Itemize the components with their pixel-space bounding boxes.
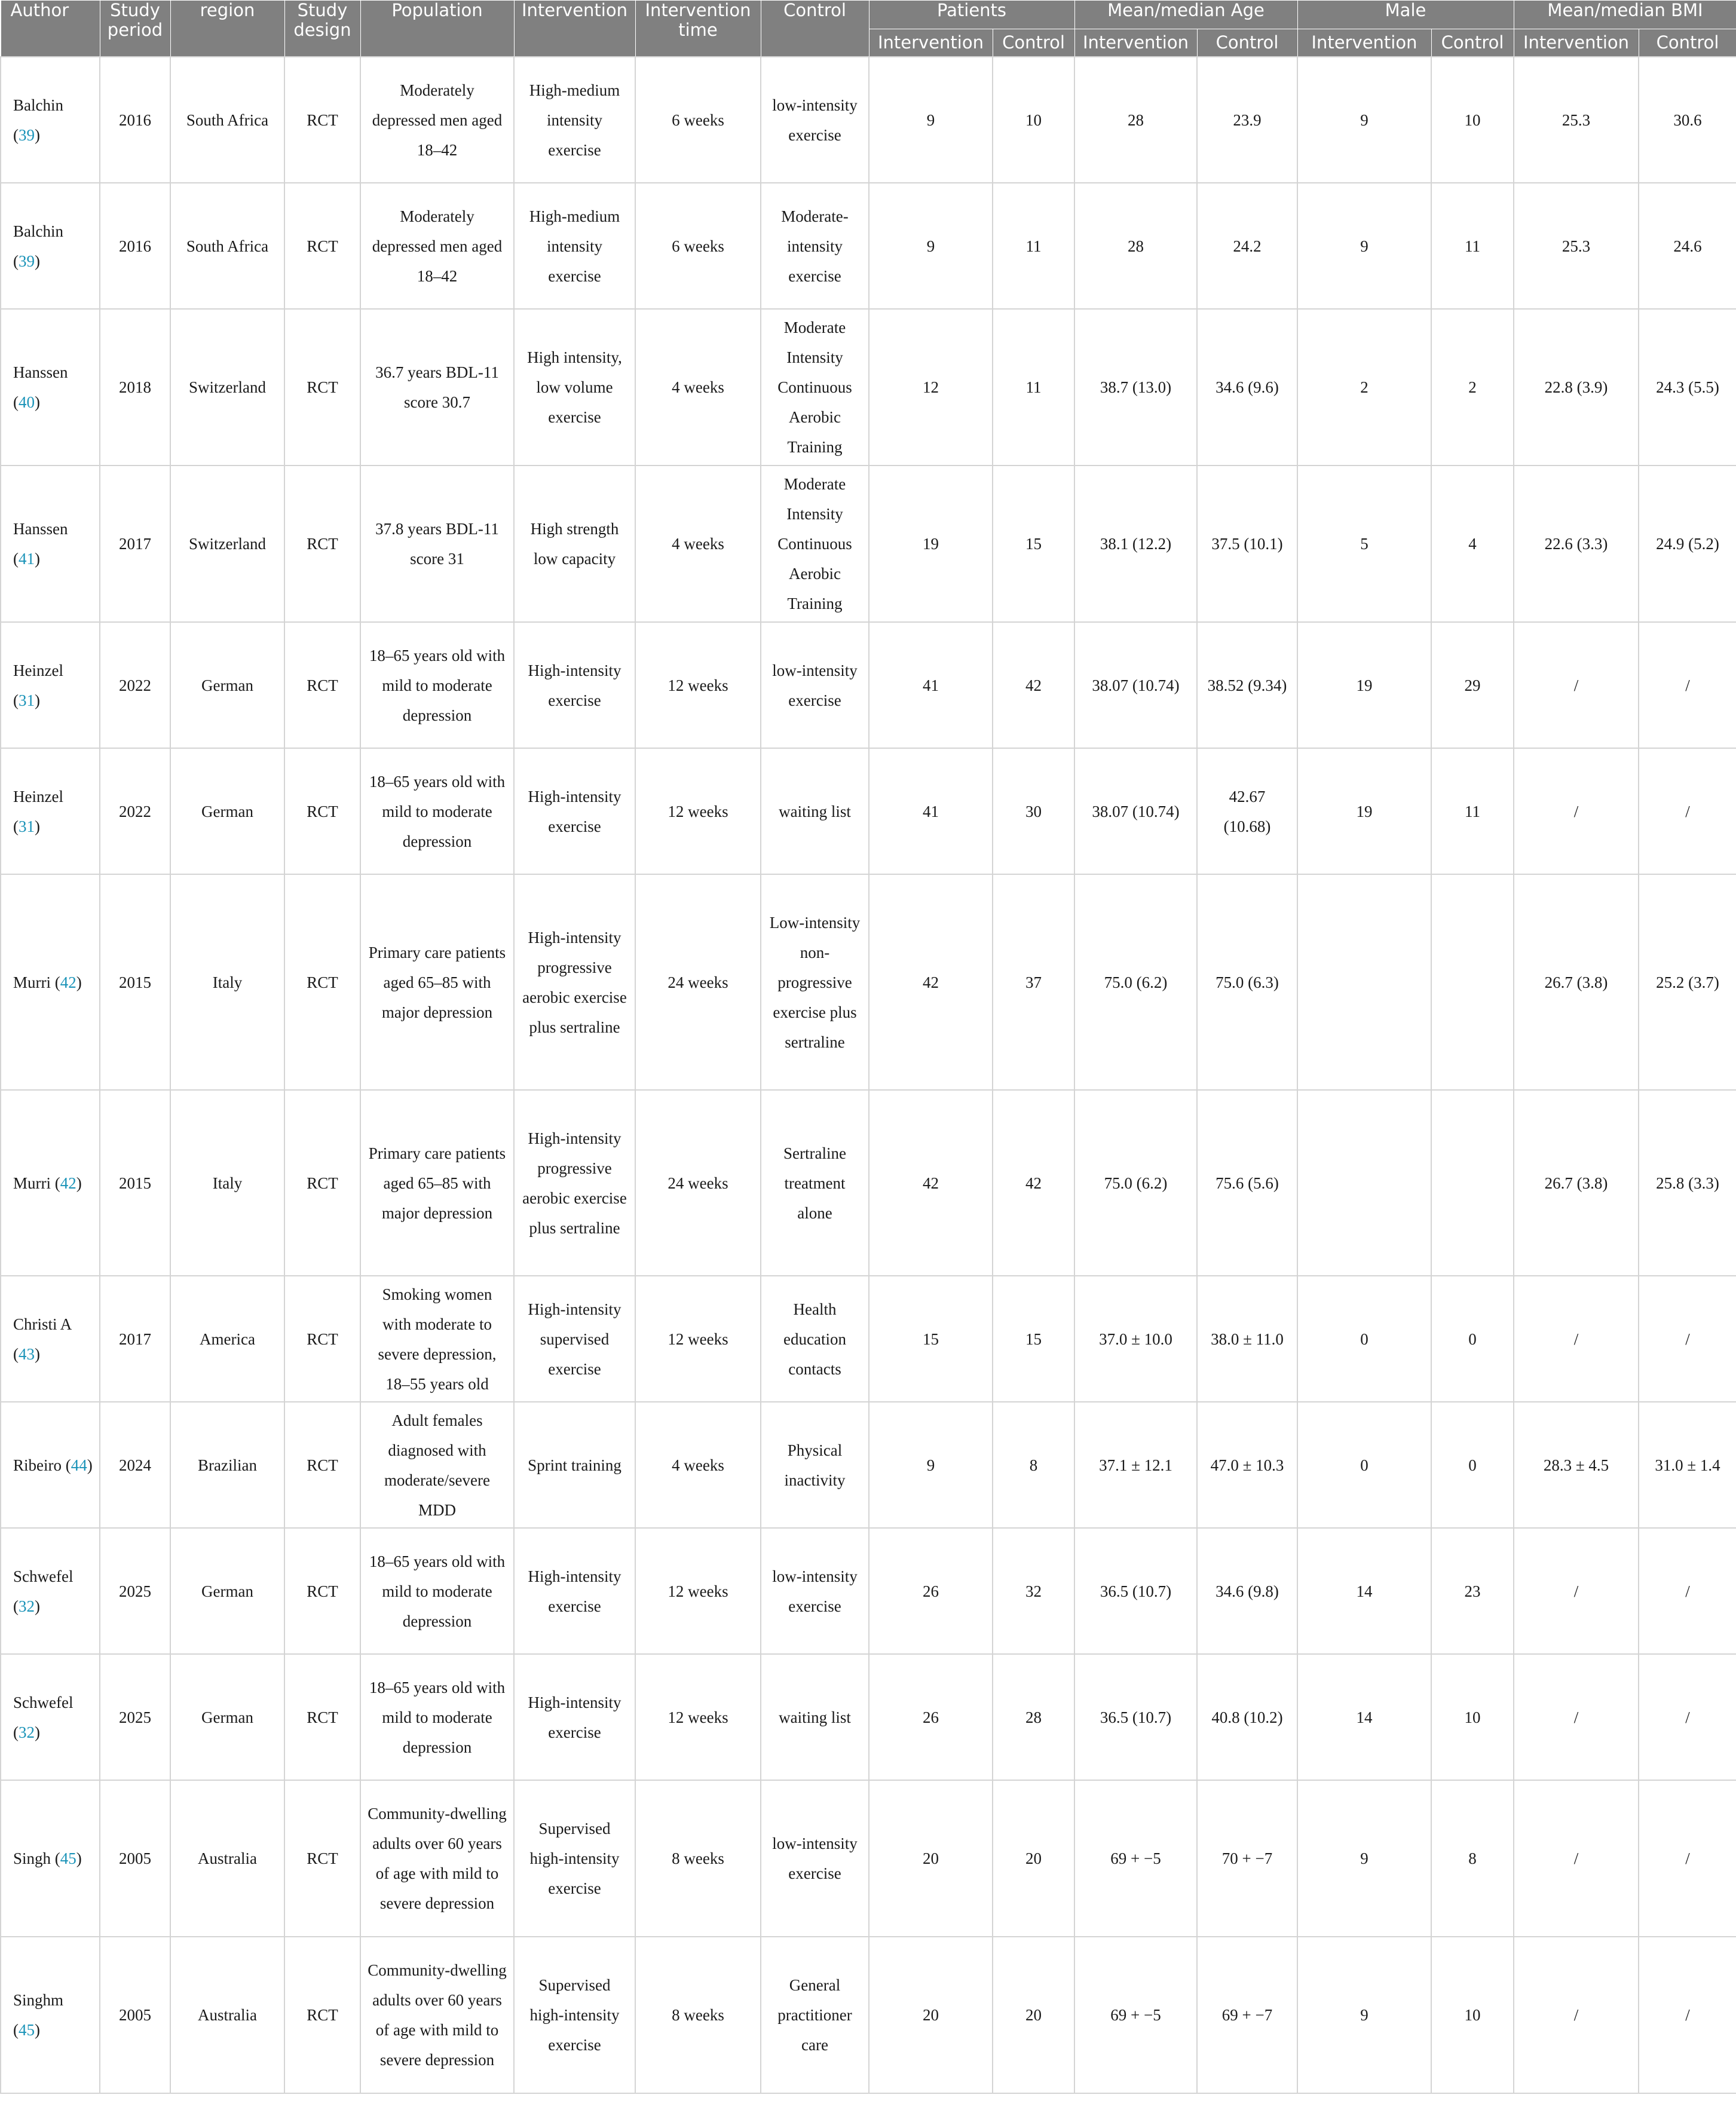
cell-bmi-control: 30.6 xyxy=(1639,57,1736,183)
author-name: Murri xyxy=(13,973,51,991)
cell-author: Murri (42) xyxy=(1,1090,100,1276)
cell-intervention: High-intensity supervised exercise xyxy=(514,1276,635,1402)
table-row xyxy=(1,1402,1736,1528)
cell-control: Moderate Intensity Continuous Aerobic Training xyxy=(761,309,869,466)
citation-link[interactable]: 31 xyxy=(19,817,35,835)
citation-link[interactable]: 32 xyxy=(19,1597,35,1615)
subheader-male-control: Control xyxy=(1431,29,1514,57)
cell-study-design: RCT xyxy=(284,1402,360,1528)
cell-patients-control: 32 xyxy=(993,1528,1074,1654)
cell-bmi-intervention: / xyxy=(1514,1780,1639,1937)
cell-age-control: 38.52 (9.34) xyxy=(1197,622,1297,748)
cell-intervention: High-intensity exercise xyxy=(514,1654,635,1780)
header-male: Male xyxy=(1297,1,1514,29)
header-region: region xyxy=(170,1,284,57)
cell-age-intervention: 75.0 (6.2) xyxy=(1074,1090,1197,1276)
cell-patients-intervention: 42 xyxy=(869,1090,993,1276)
cell-male-intervention: 2 xyxy=(1297,309,1431,466)
citation-link[interactable]: 31 xyxy=(19,691,35,709)
cell-male-intervention: 19 xyxy=(1297,622,1431,748)
cell-age-control: 23.9 xyxy=(1197,57,1297,183)
cell-study-period: 2016 xyxy=(100,183,170,309)
cell-region: Italy xyxy=(170,874,284,1090)
cell-patients-control: 15 xyxy=(993,466,1074,622)
cell-male-intervention: 9 xyxy=(1297,1780,1431,1937)
cell-male-control: 4 xyxy=(1431,466,1514,622)
cell-patients-intervention: 19 xyxy=(869,466,993,622)
citation-link[interactable]: 44 xyxy=(71,1456,87,1474)
cell-population: 36.7 years BDL-11 score 30.7 xyxy=(360,309,514,466)
author-name: Hanssen xyxy=(13,363,68,381)
cell-intervention: Sprint training xyxy=(514,1402,635,1528)
cell-author: Schwefel (32) xyxy=(1,1528,100,1654)
cell-male-intervention: 14 xyxy=(1297,1528,1431,1654)
cell-age-control: 24.2 xyxy=(1197,183,1297,309)
cell-bmi-control: 25.8 (3.3) xyxy=(1639,1090,1736,1276)
cell-intervention: Supervised high-intensity exercise xyxy=(514,1780,635,1937)
cell-age-control: 70 + −7 xyxy=(1197,1780,1297,1937)
header-population: Population xyxy=(360,1,514,57)
table-row xyxy=(1,622,1736,748)
cell-control: low-intensity exercise xyxy=(761,1780,869,1937)
cell-male-control: 10 xyxy=(1431,1937,1514,2093)
cell-region: Italy xyxy=(170,1090,284,1276)
citation-link[interactable]: 43 xyxy=(19,1345,35,1363)
cell-age-intervention: 28 xyxy=(1074,183,1197,309)
cell-age-intervention: 38.7 (13.0) xyxy=(1074,309,1197,466)
cell-patients-control: 20 xyxy=(993,1780,1074,1937)
cell-region: Australia xyxy=(170,1937,284,2093)
subheader-bmi-intervention: Intervention xyxy=(1514,29,1639,57)
table-row xyxy=(1,1276,1736,1402)
header-patients: Patients xyxy=(869,1,1074,29)
cell-region: Australia xyxy=(170,1780,284,1937)
cell-bmi-intervention: 22.8 (3.9) xyxy=(1514,309,1639,466)
cell-age-control: 42.67 (10.68) xyxy=(1197,748,1297,874)
cell-intervention-time: 6 weeks xyxy=(635,183,761,309)
table-row xyxy=(1,1528,1736,1654)
cell-study-period: 2022 xyxy=(100,748,170,874)
header-intervention: Intervention xyxy=(514,1,635,57)
cell-male-control: 0 xyxy=(1431,1402,1514,1528)
cell-study-design: RCT xyxy=(284,1780,360,1937)
cell-author: Schwefel (32) xyxy=(1,1654,100,1780)
cell-intervention-time: 24 weeks xyxy=(635,1090,761,1276)
cell-bmi-intervention: / xyxy=(1514,1528,1639,1654)
cell-population: Moderately depressed men aged 18–42 xyxy=(360,57,514,183)
cell-patients-intervention: 41 xyxy=(869,748,993,874)
cell-intervention-time: 12 weeks xyxy=(635,1654,761,1780)
cell-population: Smoking women with moderate to severe depression, 18–55 years old xyxy=(360,1276,514,1402)
cell-patients-control: 37 xyxy=(993,874,1074,1090)
cell-bmi-intervention: / xyxy=(1514,1276,1639,1402)
cell-bmi-intervention: 26.7 (3.8) xyxy=(1514,1090,1639,1276)
author-name: Schwefel xyxy=(13,1567,74,1585)
cell-region: German xyxy=(170,622,284,748)
cell-age-control: 37.5 (10.1) xyxy=(1197,466,1297,622)
cell-male-intervention: 9 xyxy=(1297,183,1431,309)
cell-region: South Africa xyxy=(170,57,284,183)
cell-study-design: RCT xyxy=(284,748,360,874)
cell-control: Moderate Intensity Continuous Aerobic Training xyxy=(761,466,869,622)
cell-study-period: 2025 xyxy=(100,1528,170,1654)
cell-region: German xyxy=(170,1528,284,1654)
cell-study-design: RCT xyxy=(284,1528,360,1654)
cell-male-intervention: 9 xyxy=(1297,1937,1431,2093)
cell-bmi-control: 24.3 (5.5) xyxy=(1639,309,1736,466)
cell-patients-control: 30 xyxy=(993,748,1074,874)
table-row xyxy=(1,183,1736,309)
cell-study-design: RCT xyxy=(284,57,360,183)
citation-link[interactable]: 45 xyxy=(60,1849,76,1867)
header-control: Control xyxy=(761,1,869,57)
cell-control: Sertraline treatment alone xyxy=(761,1090,869,1276)
cell-bmi-control: / xyxy=(1639,1654,1736,1780)
cell-male-intervention xyxy=(1297,1090,1431,1276)
cell-author: Ribeiro (44) xyxy=(1,1402,100,1528)
cell-patients-control: 11 xyxy=(993,309,1074,466)
cell-bmi-control: 25.2 (3.7) xyxy=(1639,874,1736,1090)
cell-male-control xyxy=(1431,874,1514,1090)
cell-population: Community-dwelling adults over 60 years of age with mild to severe depression xyxy=(360,1937,514,2093)
author-name: Murri xyxy=(13,1174,51,1192)
cell-region: Switzerland xyxy=(170,466,284,622)
cell-author: Hanssen (40) xyxy=(1,309,100,466)
table-row xyxy=(1,309,1736,466)
cell-population: 18–65 years old with mild to moderate depression xyxy=(360,1654,514,1780)
cell-intervention: High-medium intensity exercise xyxy=(514,183,635,309)
cell-age-control: 40.8 (10.2) xyxy=(1197,1654,1297,1780)
cell-control: waiting list xyxy=(761,748,869,874)
cell-population: 18–65 years old with mild to moderate depression xyxy=(360,748,514,874)
cell-population: Community-dwelling adults over 60 years of age with mild to severe depression xyxy=(360,1780,514,1937)
cell-author: Heinzel (31) xyxy=(1,748,100,874)
header-age: Mean/median Age xyxy=(1074,1,1297,29)
cell-male-control: 8 xyxy=(1431,1780,1514,1937)
citation-link[interactable]: 40 xyxy=(19,393,35,411)
table-row xyxy=(1,1780,1736,1937)
cell-intervention-time: 4 weeks xyxy=(635,466,761,622)
subheader-patients-intervention: Intervention xyxy=(869,29,993,57)
cell-intervention-time: 12 weeks xyxy=(635,1528,761,1654)
cell-author: Singhm (45) xyxy=(1,1937,100,2093)
cell-region: Brazilian xyxy=(170,1402,284,1528)
cell-population: Primary care patients aged 65–85 with major depression xyxy=(360,874,514,1090)
cell-patients-control: 11 xyxy=(993,183,1074,309)
table-row xyxy=(1,466,1736,622)
cell-patients-control: 28 xyxy=(993,1654,1074,1780)
cell-control: low-intensity exercise xyxy=(761,57,869,183)
cell-study-design: RCT xyxy=(284,1937,360,2093)
cell-intervention-time: 24 weeks xyxy=(635,874,761,1090)
cell-study-period: 2005 xyxy=(100,1780,170,1937)
cell-population: Primary care patients aged 65–85 with major depression xyxy=(360,1090,514,1276)
cell-bmi-control: 31.0 ± 1.4 xyxy=(1639,1402,1736,1528)
cell-study-design: RCT xyxy=(284,874,360,1090)
cell-age-intervention: 69 + −5 xyxy=(1074,1937,1197,2093)
cell-age-control: 69 + −7 xyxy=(1197,1937,1297,2093)
author-name: Heinzel xyxy=(13,787,63,806)
cell-male-control: 10 xyxy=(1431,57,1514,183)
cell-patients-intervention: 9 xyxy=(869,57,993,183)
subheader-age-intervention: Intervention xyxy=(1074,29,1197,57)
cell-bmi-intervention: / xyxy=(1514,748,1639,874)
cell-intervention: Supervised high-intensity exercise xyxy=(514,1937,635,2093)
cell-intervention-time: 4 weeks xyxy=(635,1402,761,1528)
cell-patients-intervention: 42 xyxy=(869,874,993,1090)
cell-region: German xyxy=(170,1654,284,1780)
cell-patients-intervention: 15 xyxy=(869,1276,993,1402)
cell-age-control: 34.6 (9.8) xyxy=(1197,1528,1297,1654)
cell-intervention: High intensity, low volume exercise xyxy=(514,309,635,466)
citation-link[interactable]: 39 xyxy=(19,252,35,270)
cell-bmi-control: / xyxy=(1639,1528,1736,1654)
cell-study-period: 2016 xyxy=(100,57,170,183)
cell-bmi-intervention: 25.3 xyxy=(1514,57,1639,183)
cell-population: 18–65 years old with mild to moderate depression xyxy=(360,1528,514,1654)
cell-intervention-time: 4 weeks xyxy=(635,309,761,466)
cell-age-control: 75.0 (6.3) xyxy=(1197,874,1297,1090)
cell-age-intervention: 37.0 ± 10.0 xyxy=(1074,1276,1197,1402)
cell-male-intervention xyxy=(1297,874,1431,1090)
cell-male-control: 2 xyxy=(1431,309,1514,466)
cell-bmi-control: / xyxy=(1639,1780,1736,1937)
cell-male-intervention: 0 xyxy=(1297,1402,1431,1528)
cell-patients-control: 8 xyxy=(993,1402,1074,1528)
cell-bmi-intervention: / xyxy=(1514,622,1639,748)
cell-intervention: High-intensity progressive aerobic exercise plus sertraline xyxy=(514,1090,635,1276)
citation-link[interactable]: 39 xyxy=(19,125,35,144)
cell-bmi-control: 24.9 (5.2) xyxy=(1639,466,1736,622)
cell-author: Balchin (39) xyxy=(1,57,100,183)
cell-region: America xyxy=(170,1276,284,1402)
cell-study-period: 2005 xyxy=(100,1937,170,2093)
header-bmi: Mean/median BMI xyxy=(1514,1,1736,29)
author-name: Balchin xyxy=(13,96,63,114)
cell-patients-intervention: 20 xyxy=(869,1937,993,2093)
cell-age-intervention: 37.1 ± 12.1 xyxy=(1074,1402,1197,1528)
author-name: Ribeiro xyxy=(13,1456,62,1474)
citation-link[interactable]: 42 xyxy=(60,1174,76,1192)
cell-study-design: RCT xyxy=(284,1654,360,1780)
author-name: Balchin xyxy=(13,222,63,240)
cell-intervention: High-intensity exercise xyxy=(514,1528,635,1654)
cell-male-intervention: 9 xyxy=(1297,57,1431,183)
cell-population: 18–65 years old with mild to moderate depression xyxy=(360,622,514,748)
cell-intervention: High-medium intensity exercise xyxy=(514,57,635,183)
cell-control: low-intensity exercise xyxy=(761,1528,869,1654)
cell-study-period: 2018 xyxy=(100,309,170,466)
cell-patients-intervention: 26 xyxy=(869,1654,993,1780)
cell-age-intervention: 38.07 (10.74) xyxy=(1074,622,1197,748)
cell-study-period: 2015 xyxy=(100,874,170,1090)
cell-male-control: 11 xyxy=(1431,183,1514,309)
cell-patients-control: 42 xyxy=(993,1090,1074,1276)
author-name: Singhm xyxy=(13,1991,64,2009)
subheader-male-intervention: Intervention xyxy=(1297,29,1431,57)
cell-study-design: RCT xyxy=(284,183,360,309)
cell-male-control: 10 xyxy=(1431,1654,1514,1780)
cell-control: low-intensity exercise xyxy=(761,622,869,748)
cell-male-intervention: 14 xyxy=(1297,1654,1431,1780)
cell-age-intervention: 69 + −5 xyxy=(1074,1780,1197,1937)
cell-male-control: 11 xyxy=(1431,748,1514,874)
author-name: Schwefel xyxy=(13,1693,74,1711)
cell-patients-intervention: 41 xyxy=(869,622,993,748)
cell-author: Hanssen (41) xyxy=(1,466,100,622)
subheader-age-control: Control xyxy=(1197,29,1297,57)
author-name: Singh xyxy=(13,1849,51,1867)
cell-age-intervention: 38.1 (12.2) xyxy=(1074,466,1197,622)
cell-age-intervention: 36.5 (10.7) xyxy=(1074,1528,1197,1654)
cell-region: Switzerland xyxy=(170,309,284,466)
author-name: Hanssen xyxy=(13,520,68,538)
cell-bmi-intervention: / xyxy=(1514,1654,1639,1780)
cell-age-control: 75.6 (5.6) xyxy=(1197,1090,1297,1276)
cell-intervention: High-intensity exercise xyxy=(514,748,635,874)
cell-male-control: 29 xyxy=(1431,622,1514,748)
cell-study-design: RCT xyxy=(284,1090,360,1276)
cell-bmi-control: 24.6 xyxy=(1639,183,1736,309)
table-row xyxy=(1,874,1736,1090)
cell-male-intervention: 5 xyxy=(1297,466,1431,622)
cell-study-period: 2017 xyxy=(100,1276,170,1402)
cell-bmi-intervention: / xyxy=(1514,1937,1639,2093)
cell-male-control xyxy=(1431,1090,1514,1276)
citation-link[interactable]: 41 xyxy=(19,550,35,568)
cell-patients-intervention: 9 xyxy=(869,183,993,309)
cell-age-intervention: 38.07 (10.74) xyxy=(1074,748,1197,874)
cell-patients-intervention: 12 xyxy=(869,309,993,466)
cell-age-control: 34.6 (9.6) xyxy=(1197,309,1297,466)
cell-patients-intervention: 9 xyxy=(869,1402,993,1528)
cell-bmi-control: / xyxy=(1639,622,1736,748)
cell-intervention-time: 12 weeks xyxy=(635,622,761,748)
cell-control: Physical inactivity xyxy=(761,1402,869,1528)
cell-patients-intervention: 20 xyxy=(869,1780,993,1937)
cell-patients-control: 10 xyxy=(993,57,1074,183)
cell-intervention-time: 12 weeks xyxy=(635,748,761,874)
cell-male-intervention: 19 xyxy=(1297,748,1431,874)
cell-age-control: 47.0 ± 10.3 xyxy=(1197,1402,1297,1528)
cell-author: Singh (45) xyxy=(1,1780,100,1937)
cell-male-control: 23 xyxy=(1431,1528,1514,1654)
table-body xyxy=(1,57,1736,2093)
cell-study-period: 2022 xyxy=(100,622,170,748)
cell-patients-control: 15 xyxy=(993,1276,1074,1402)
cell-control: waiting list xyxy=(761,1654,869,1780)
cell-bmi-intervention: 26.7 (3.8) xyxy=(1514,874,1639,1090)
subheader-bmi-control: Control xyxy=(1639,29,1736,57)
cell-patients-intervention: 26 xyxy=(869,1528,993,1654)
cell-author: Heinzel (31) xyxy=(1,622,100,748)
citation-link[interactable]: 32 xyxy=(19,1723,35,1741)
cell-bmi-intervention: 22.6 (3.3) xyxy=(1514,466,1639,622)
cell-intervention: High strength low capacity xyxy=(514,466,635,622)
table-row xyxy=(1,1090,1736,1276)
cell-study-period: 2015 xyxy=(100,1090,170,1276)
header-intervention-time: Intervention time xyxy=(635,1,761,57)
cell-bmi-intervention: 25.3 xyxy=(1514,183,1639,309)
cell-study-design: RCT xyxy=(284,466,360,622)
table-row xyxy=(1,57,1736,183)
cell-intervention: High-intensity progressive aerobic exercise plus sertraline xyxy=(514,874,635,1090)
citation-link[interactable]: 45 xyxy=(19,2021,35,2039)
cell-author: Balchin (39) xyxy=(1,183,100,309)
cell-intervention-time: 6 weeks xyxy=(635,57,761,183)
cell-study-period: 2017 xyxy=(100,466,170,622)
cell-control: Low-intensity non-progressive exercise plus sertraline xyxy=(761,874,869,1090)
cell-intervention: High-intensity exercise xyxy=(514,622,635,748)
cell-bmi-intervention: 28.3 ± 4.5 xyxy=(1514,1402,1639,1528)
cell-population: Adult females diagnosed with moderate/severe MDD xyxy=(360,1402,514,1528)
cell-author: Christi A (43) xyxy=(1,1276,100,1402)
cell-study-period: 2025 xyxy=(100,1654,170,1780)
cell-region: German xyxy=(170,748,284,874)
cell-intervention-time: 8 weeks xyxy=(635,1780,761,1937)
cell-male-intervention: 0 xyxy=(1297,1276,1431,1402)
cell-intervention-time: 8 weeks xyxy=(635,1937,761,2093)
cell-age-intervention: 75.0 (6.2) xyxy=(1074,874,1197,1090)
table-row xyxy=(1,748,1736,874)
cell-region: South Africa xyxy=(170,183,284,309)
cell-population: 37.8 years BDL-11 score 31 xyxy=(360,466,514,622)
cell-intervention-time: 12 weeks xyxy=(635,1276,761,1402)
citation-link[interactable]: 42 xyxy=(60,973,76,991)
cell-bmi-control: / xyxy=(1639,1937,1736,2093)
cell-male-control: 0 xyxy=(1431,1276,1514,1402)
cell-author: Murri (42) xyxy=(1,874,100,1090)
header-study-design: Study design xyxy=(284,1,360,57)
header-author: Author xyxy=(1,1,100,57)
table-row xyxy=(1,1654,1736,1780)
cell-population: Moderately depressed men aged 18–42 xyxy=(360,183,514,309)
cell-age-intervention: 28 xyxy=(1074,57,1197,183)
cell-control: General practitioner care xyxy=(761,1937,869,2093)
cell-study-design: RCT xyxy=(284,309,360,466)
cell-patients-control: 42 xyxy=(993,622,1074,748)
cell-patients-control: 20 xyxy=(993,1937,1074,2093)
author-name: Heinzel xyxy=(13,661,63,679)
cell-study-design: RCT xyxy=(284,622,360,748)
cell-study-design: RCT xyxy=(284,1276,360,1402)
cell-control: Moderate-intensity exercise xyxy=(761,183,869,309)
cell-control: Health education contacts xyxy=(761,1276,869,1402)
cell-age-intervention: 36.5 (10.7) xyxy=(1074,1654,1197,1780)
subheader-patients-control: Control xyxy=(993,29,1074,57)
author-name: Christi A xyxy=(13,1315,71,1333)
cell-bmi-control: / xyxy=(1639,1276,1736,1402)
cell-bmi-control: / xyxy=(1639,748,1736,874)
cell-age-control: 38.0 ± 11.0 xyxy=(1197,1276,1297,1402)
table-row xyxy=(1,1937,1736,2093)
table-header xyxy=(1,1,1736,57)
header-study-period: Study period xyxy=(100,1,170,57)
cell-study-period: 2024 xyxy=(100,1402,170,1528)
